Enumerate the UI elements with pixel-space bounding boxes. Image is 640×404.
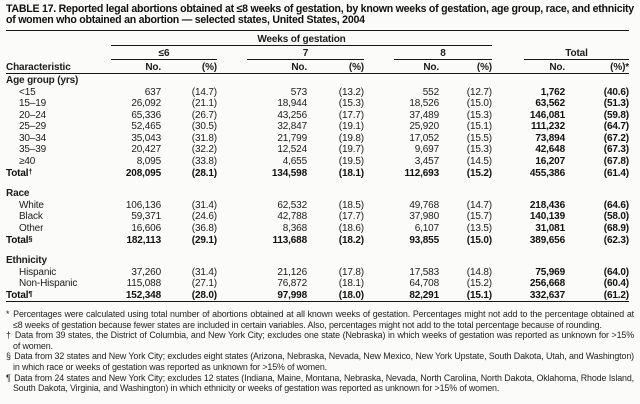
cell-number: 37,260: [131, 266, 161, 278]
gap-cell: [217, 199, 247, 211]
row-label: Total§: [6, 233, 33, 246]
footnote-marker: †: [6, 330, 12, 341]
gap-cell: [364, 211, 394, 223]
gap-cell: [492, 109, 524, 121]
table-title-line1: TABLE 17. Reported legal abortions obtained at ≤8 weeks of gestation, by known weeks of gestation, age group, race, and ethnicity: [6, 3, 634, 15]
cell-number: 21,799: [277, 132, 307, 144]
cell-number: 75,969: [535, 266, 565, 278]
section-label: Ethnicity: [6, 255, 47, 267]
cell-percent: (64.0): [603, 266, 629, 278]
gap-cell: [364, 167, 394, 179]
cell-percent: (18.2): [338, 234, 364, 246]
weeks-of-gestation-header: Weeks of gestation: [111, 30, 492, 45]
gap-cell: [492, 86, 524, 98]
section-label: Age group (yrs): [6, 74, 79, 86]
gap-cell: [364, 199, 394, 211]
cell-number: 106,136: [125, 199, 161, 211]
cell-percent: (17.8): [338, 266, 364, 278]
cell-percent: (12.7): [466, 86, 492, 98]
gap-cell: [364, 155, 394, 167]
pct-header: (%): [439, 59, 492, 74]
cell-number: 637: [144, 86, 161, 98]
row-label: 15–19: [19, 98, 47, 110]
cell-percent: (15.7): [466, 211, 492, 223]
cell-percent: (15.1): [466, 121, 492, 133]
footnote-marker: §: [28, 233, 33, 243]
cell-number: 20,427: [131, 144, 161, 156]
cell-number: 65,336: [131, 109, 161, 121]
spacer-cell: [6, 179, 629, 188]
table-row: [6, 109, 629, 121]
cell-number: 43,256: [277, 109, 307, 121]
cell-number: 389,656: [529, 234, 565, 246]
gap-cell: [217, 289, 247, 301]
gap-cell: [492, 132, 524, 144]
gap-cell: [217, 144, 247, 156]
table-row: [6, 278, 629, 290]
gap-cell: [364, 98, 394, 110]
cell-percent: (31.8): [191, 132, 217, 144]
cell-number: 8,095: [136, 156, 161, 168]
cell-number: 332,637: [524, 289, 565, 301]
cell-number: 4,655: [282, 156, 307, 168]
abortions-table: [6, 30, 629, 302]
cell-percent: (14.8): [466, 266, 492, 278]
spacer-cell: [6, 246, 629, 255]
gap-cell: [364, 121, 394, 133]
table-row: [6, 167, 629, 179]
cell-number: 16,606: [131, 223, 161, 235]
pct-total-header: (%)*: [565, 59, 629, 74]
cell-number: 25,920: [409, 121, 439, 133]
cell-number: 113,688: [272, 234, 307, 246]
cell-percent: (18.6): [338, 223, 364, 235]
footnote-marker: §: [6, 351, 11, 362]
cell-percent: (60.4): [603, 278, 629, 290]
gap-cell: [364, 86, 394, 98]
no-header: No.: [524, 59, 565, 74]
cell-percent: (18.1): [338, 278, 364, 290]
gap-cell: [364, 222, 394, 234]
footnote: [6, 351, 634, 372]
cell-number: 146,081: [529, 109, 565, 121]
table-title-line2: of women who obtained an abortion — selected states, United States, 2004: [6, 14, 365, 27]
cell-percent: (27.1): [191, 278, 217, 290]
cell-percent: (15.1): [439, 289, 492, 301]
no-header: No.: [111, 59, 161, 74]
gap-cell: [364, 278, 394, 290]
cell-number: 6,107: [414, 223, 439, 235]
cell-percent: (33.8): [191, 156, 217, 168]
col-group-le6: ≤6: [111, 45, 217, 59]
cell-number: 76,872: [277, 278, 307, 290]
cell-number: 1,762: [540, 86, 565, 98]
cell-percent: (67.3): [603, 144, 629, 156]
row-label: Non-Hispanic: [19, 278, 78, 290]
cell-number: 111,232: [531, 121, 565, 133]
row-label: Black: [19, 211, 43, 223]
section-spacer: [6, 179, 629, 188]
cell-number: 573: [290, 86, 307, 98]
footnote: [6, 309, 634, 330]
cell-percent: (15.5): [466, 132, 492, 144]
table-header: [6, 30, 629, 74]
week-columns-row: [6, 45, 629, 59]
cell-number: 32,847: [277, 121, 307, 133]
cell-percent: (15.3): [466, 144, 492, 156]
cell-percent: (15.3): [338, 98, 364, 110]
group-header-row: [6, 30, 629, 45]
cell-percent: (15.0): [466, 98, 492, 110]
cell-percent: (21.1): [191, 98, 217, 110]
cell-percent: (61.2): [565, 289, 629, 301]
table-row: [6, 234, 629, 246]
row-label: 20–24: [19, 109, 47, 121]
no-header: No.: [394, 59, 439, 74]
cell-number: 64,708: [409, 278, 439, 290]
cell-number: 455,386: [529, 167, 565, 179]
gap-cell: [492, 222, 524, 234]
table-row: [6, 98, 629, 110]
section-spacer: [6, 246, 629, 255]
section-label: Race: [6, 188, 30, 200]
cell-number: 97,998: [247, 289, 307, 301]
cell-percent: (17.7): [338, 109, 364, 121]
cell-number: 152,348: [111, 289, 161, 301]
gap-cell: [492, 167, 524, 179]
cell-number: 37,489: [409, 109, 439, 121]
cell-number: 9,697: [414, 144, 439, 156]
gap-cell: [492, 266, 524, 278]
cell-number: 73,894: [535, 132, 565, 144]
cell-percent: (17.7): [338, 211, 364, 223]
gap-cell: [217, 98, 247, 110]
gap-cell: [492, 121, 524, 133]
table-row: [6, 86, 629, 98]
pct-header: (%): [307, 59, 364, 74]
cell-percent: (32.2): [191, 144, 217, 156]
footnote-text: Data from 24 states and New York City; excludes 12 states (Indiana, Maine, Montana, Nebraska, Nevada, North Carolina, North Dakota, Oklahoma, Rhode Island, South Dakota, Virginia, and Washington) in which ethnicity or weeks of gestation was reported as unknown for >15% of women.: [11, 372, 634, 394]
cell-percent: (15.2): [466, 167, 492, 179]
footnote-text: Data from 32 states and New York City; excludes eight states (Arizona, Nebraska, Nevada, New Mexico, New York Upstate, South Dakota, Utah, and Washington) in which race or weeks of gestation was reported as unknown for >15% of women.: [11, 351, 634, 372]
gap-cell: [217, 278, 247, 290]
gap-cell: [364, 132, 394, 144]
cell-number: 3,457: [414, 156, 439, 168]
cell-number: 18,526: [409, 98, 439, 110]
footnote-marker: *: [6, 309, 10, 319]
cell-number: 35,043: [131, 132, 161, 144]
table-title: [6, 4, 635, 27]
col-group-8: 8: [394, 45, 492, 59]
cell-number: 8,368: [282, 223, 307, 235]
cell-percent: (31.4): [191, 199, 217, 211]
cell-number: 42,648: [535, 144, 565, 156]
cell-number: 182,113: [126, 234, 161, 246]
cell-percent: (18.0): [307, 289, 364, 301]
gap-cell: [217, 121, 247, 133]
row-label: Total†: [6, 166, 33, 179]
cell-number: 115,088: [126, 278, 161, 290]
cell-percent: (62.3): [603, 234, 629, 246]
cell-percent: (64.6): [603, 199, 629, 211]
cell-percent: (18.1): [338, 167, 364, 179]
footnote-text: Data from 39 states, the District of Columbia, and New York City; excludes one state (Nebraska) in which weeks of gestation was reported as unknown for >15% of women.: [12, 330, 634, 351]
cell-number: 42,788: [277, 211, 307, 223]
gap-cell: [492, 234, 524, 246]
gap-cell: [217, 109, 247, 121]
cell-number: 31,081: [535, 223, 565, 235]
row-label: ≥40: [19, 156, 36, 168]
gap-cell: [492, 199, 524, 211]
cell-percent: (68.9): [603, 223, 629, 235]
footnote: [6, 373, 634, 394]
table-row: [6, 132, 629, 144]
gap-cell: [492, 98, 524, 110]
gap-cell: [217, 155, 247, 167]
gap-cell: [364, 289, 394, 301]
cell-number: 12,524: [277, 144, 307, 156]
cell-percent: (24.6): [191, 211, 217, 223]
gap-cell: [492, 155, 524, 167]
cell-percent: (13.2): [338, 86, 364, 98]
cell-percent: (19.7): [338, 144, 364, 156]
row-label: <15: [19, 86, 36, 98]
cell-number: 93,855: [409, 234, 439, 246]
cell-percent: (19.5): [338, 156, 364, 168]
col-group-total: Total: [524, 45, 629, 59]
cell-number: 112,693: [404, 167, 439, 179]
cell-percent: (14.5): [466, 156, 492, 168]
gap-cell: [364, 266, 394, 278]
cell-percent: (36.8): [191, 223, 217, 235]
table-row: [6, 199, 629, 211]
cell-percent: (19.8): [338, 132, 364, 144]
cell-percent: (28.1): [191, 167, 217, 179]
gap-cell: [492, 278, 524, 290]
row-label: 35–39: [19, 144, 47, 156]
cell-percent: (40.6): [603, 86, 629, 98]
footnote-marker: †: [28, 166, 33, 176]
cell-percent: (51.3): [603, 98, 629, 110]
table-row: [6, 211, 629, 223]
cell-number: 49,768: [409, 199, 439, 211]
table-row: [6, 266, 629, 278]
gap-cell: [364, 109, 394, 121]
cell-number: 218,436: [529, 199, 565, 211]
cell-number: 552: [422, 86, 439, 98]
cell-number: 82,291: [394, 289, 439, 301]
cell-number: 17,052: [409, 132, 439, 144]
cell-percent: (18.5): [338, 199, 364, 211]
cell-percent: (30.5): [191, 121, 217, 133]
gap-cell: [492, 144, 524, 156]
gap-cell: [217, 222, 247, 234]
cell-number: 52,465: [131, 121, 161, 133]
table-body: [6, 74, 629, 302]
footnotes: [6, 309, 634, 394]
row-label: 30–34: [19, 132, 47, 144]
cell-percent: (58.0): [603, 211, 629, 223]
pct-header: (%): [161, 59, 217, 74]
cell-number: 26,092: [131, 98, 161, 110]
row-label: 25–29: [19, 121, 47, 133]
cell-percent: (64.7): [603, 121, 629, 133]
table-row: [6, 144, 629, 156]
cell-number: 134,598: [271, 167, 307, 179]
subcolumns-row: [6, 59, 629, 74]
cell-percent: (26.7): [191, 109, 217, 121]
footnote-text: Percentages were calculated using total number of abortions obtained at all known weeks of gestation. Percentages might not add to the percentage obtained at ≤8 weeks of gestation because fewer states are included in certain variables. Also, percentages might not add to the total percentage because of rounding.: [10, 309, 634, 330]
cell-number: 140,139: [529, 211, 565, 223]
row-label: Other: [19, 223, 44, 235]
footnote-marker: ¶: [28, 289, 33, 298]
cell-percent: (29.1): [191, 234, 217, 246]
cell-percent: (14.7): [191, 86, 217, 98]
col-group-7: 7: [247, 45, 364, 59]
row-label: White: [19, 199, 44, 211]
cell-percent: (15.0): [466, 234, 492, 246]
cell-percent: (67.2): [603, 132, 629, 144]
cell-percent: (19.1): [338, 121, 364, 133]
cell-percent: (15.2): [466, 278, 492, 290]
cell-percent: (14.7): [466, 199, 492, 211]
table-row: [6, 121, 629, 133]
section-header-row: [6, 188, 629, 200]
gap-cell: [217, 86, 247, 98]
gap-cell: [217, 211, 247, 223]
cell-number: 256,668: [529, 278, 565, 290]
cell-number: 59,371: [131, 211, 161, 223]
section-header-row: [6, 74, 629, 86]
section-header-row: [6, 255, 629, 267]
gap-cell: [217, 234, 247, 246]
row-label: Hispanic: [19, 266, 57, 278]
gap-cell: [217, 167, 247, 179]
cell-percent: (13.5): [466, 223, 492, 235]
gap-cell: [364, 234, 394, 246]
cell-number: 17,583: [409, 266, 439, 278]
gap-cell: [217, 266, 247, 278]
gap-cell: [217, 132, 247, 144]
table-row: [6, 222, 629, 234]
cell-percent: (31.4): [191, 266, 217, 278]
gap-cell: [364, 144, 394, 156]
footnote: [6, 330, 634, 351]
cell-number: 21,126: [277, 266, 307, 278]
cell-percent: (28.0): [161, 289, 217, 301]
gap-cell: [492, 289, 524, 301]
cell-number: 37,980: [409, 211, 439, 223]
cell-number: 18,944: [277, 98, 307, 110]
cell-percent: (67.8): [603, 156, 629, 168]
cell-percent: (15.3): [466, 109, 492, 121]
characteristic-header: Characteristic: [6, 59, 111, 74]
footnote-marker: ¶: [6, 372, 11, 383]
row-label: Total¶: [6, 289, 111, 301]
table-row: [6, 155, 629, 167]
table-row: [6, 289, 629, 301]
cell-number: 16,207: [535, 156, 565, 168]
gap-cell: [492, 211, 524, 223]
cell-number: 62,532: [277, 199, 307, 211]
cell-number: 63,562: [535, 98, 565, 110]
cell-percent: (59.8): [603, 109, 629, 121]
cell-percent: (61.4): [603, 167, 629, 179]
cell-number: 208,095: [125, 167, 161, 179]
no-header: No.: [247, 59, 307, 74]
